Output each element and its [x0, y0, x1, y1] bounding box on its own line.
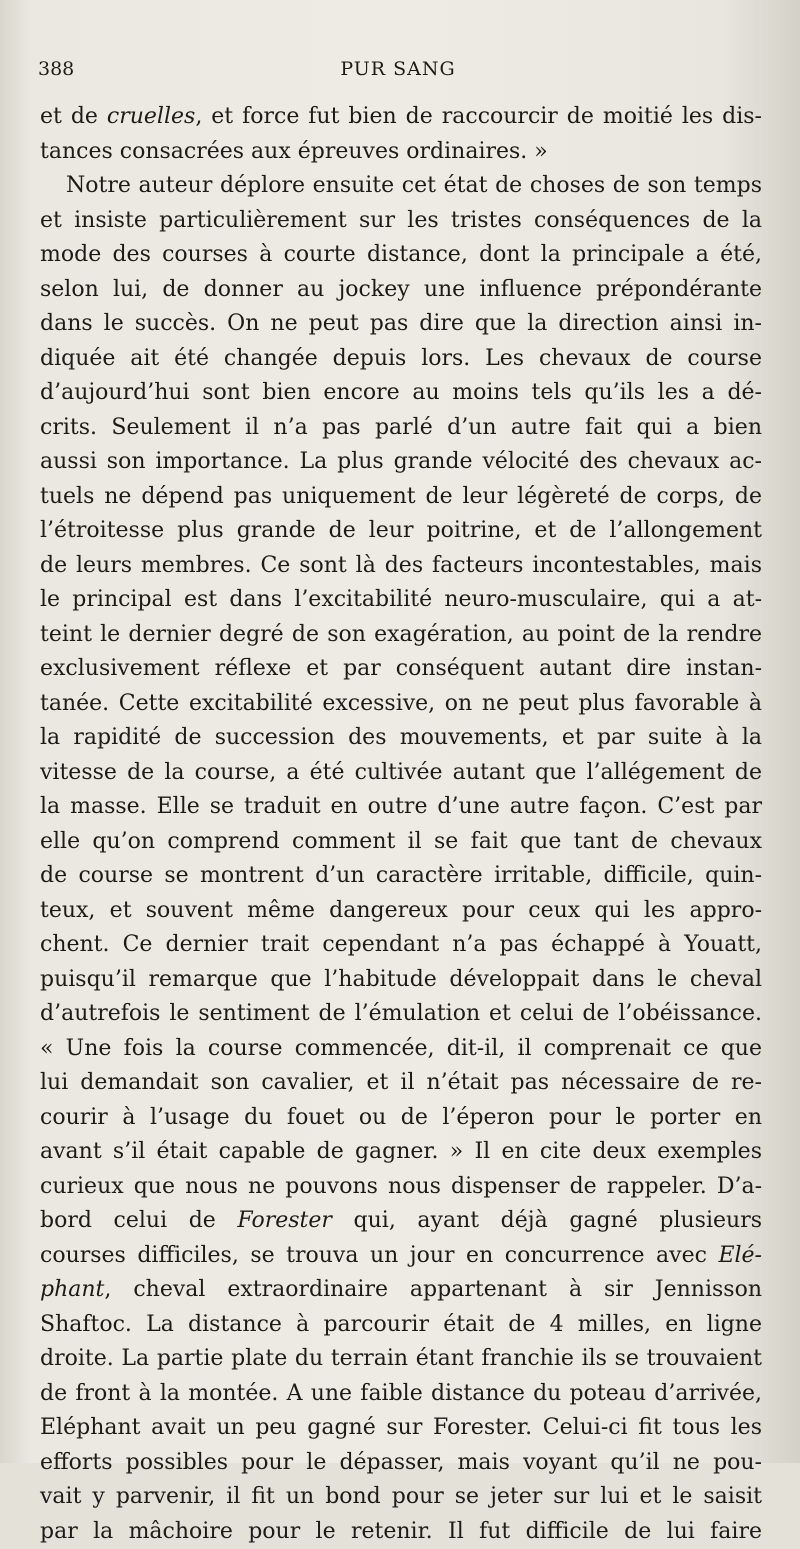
text-line: courir à l’usage du fouet ou de l’éperon pour le porter en: [40, 1101, 762, 1136]
text-line: avant s’il était capable de gagner. » Il en cite deux exemples: [40, 1135, 762, 1170]
text-line: l’étroitesse plus grande de leur poitrine, et de l’allongement: [40, 514, 762, 549]
text-line: mode des courses à courte distance, dont la principale a été,: [40, 238, 762, 273]
text-line: curieux que nous ne pouvons nous dispenser de rappeler. D’a-: [40, 1170, 762, 1205]
text-line: la masse. Elle se traduit en outre d’une autre façon. C’est par: [40, 790, 762, 825]
text-line: puisqu’il remarque que l’habitude développait dans le cheval: [40, 963, 762, 998]
running-title: PUR SANG: [38, 58, 758, 80]
text-line: teux, et souvent même dangereux pour ceux qui les appro-: [40, 894, 762, 929]
text-line: diquée ait été changée depuis lors. Les chevaux de course: [40, 342, 762, 377]
text-line: vait y parvenir, il fit un bond pour se jeter sur lui et le saisit: [40, 1480, 762, 1515]
text-line: de course se montrent d’un caractère irritable, difficile, quin-: [40, 859, 762, 894]
italic-text: Forester: [237, 1208, 332, 1233]
text-line: et insiste particulièrement sur les tristes conséquences de la: [40, 204, 762, 239]
text-line: droite. La partie plate du terrain étant franchie ils se trouvaient: [40, 1342, 762, 1377]
text-line: « Une fois la course commencée, dit-il, il comprenait ce que: [40, 1032, 762, 1067]
text-line: dans le succès. On ne peut pas dire que la direction ainsi in-: [40, 307, 762, 342]
text-line: d’autrefois le sentiment de l’émulation et celui de l’obéissance.: [40, 997, 762, 1032]
text-line: chent. Ce dernier trait cependant n’a pas échappé à Youatt,: [40, 928, 762, 963]
text-line: lui demandait son cavalier, et il n’était pas nécessaire de re-: [40, 1066, 762, 1101]
text-line: courses difficiles, se trouva un jour en concurrence avec Elé-: [40, 1239, 762, 1274]
text-line: exclusivement réflexe et par conséquent autant dire instan-: [40, 652, 762, 687]
page-header: [38, 58, 758, 88]
text-line: aussi son importance. La plus grande vélocité des chevaux ac-: [40, 445, 762, 480]
italic-text: phant: [40, 1277, 104, 1302]
text-line: de front à la montée. A une faible distance du poteau d’arrivée,: [40, 1377, 762, 1412]
text-line: vitesse de la course, a été cultivée autant que l’allégement de: [40, 756, 762, 791]
text-line: elle qu’on comprend comment il se fait que tant de chevaux: [40, 825, 762, 860]
text-line: de leurs membres. Ce sont là des facteurs incontestables, mais: [40, 549, 762, 584]
text-line: teint le dernier degré de son exagération, au point de la rendre: [40, 618, 762, 653]
italic-text: Elé-: [718, 1243, 762, 1268]
text-line: Shaftoc. La distance à parcourir était de 4 milles, en ligne: [40, 1308, 762, 1343]
page-number: 388: [38, 58, 74, 80]
text-line: tances consacrées aux épreuves ordinaires. »: [40, 135, 762, 170]
text-line: la rapidité de succession des mouvements, et par suite à la: [40, 721, 762, 756]
text-line: phant, cheval extraordinaire appartenant à sir Jennisson: [40, 1273, 762, 1308]
text-line: tanée. Cette excitabilité excessive, on ne peut plus favorable à: [40, 687, 762, 722]
text-line: le principal est dans l’excitabilité neuro-musculaire, qui a at-: [40, 583, 762, 618]
text-line: bord celui de Forester qui, ayant déjà gagné plusieurs: [40, 1204, 762, 1239]
text-line: crits. Seulement il n’a pas parlé d’un autre fait qui a bien: [40, 411, 762, 446]
text-line: efforts possibles pour le dépasser, mais voyant qu’il ne pou-: [40, 1446, 762, 1481]
text-line: d’aujourd’hui sont bien encore au moins tels qu’ils les a dé-: [40, 376, 762, 411]
text-line: Notre auteur déplore ensuite cet état de choses de son temps: [40, 169, 762, 204]
text-line: selon lui, de donner au jockey une influence prépondérante: [40, 273, 762, 308]
text-line: et de cruelles, et force fut bien de raccourcir de moitié les dis-: [40, 100, 762, 135]
body-text: [40, 100, 762, 1549]
text-line: tuels ne dépend pas uniquement de leur légèreté de corps, de: [40, 480, 762, 515]
text-line: par la mâchoire pour le retenir. Il fut difficile de lui faire: [40, 1515, 762, 1549]
text-line: Eléphant avait un peu gagné sur Forester. Celui-ci fit tous les: [40, 1411, 762, 1446]
italic-text: cruelles: [107, 104, 195, 129]
